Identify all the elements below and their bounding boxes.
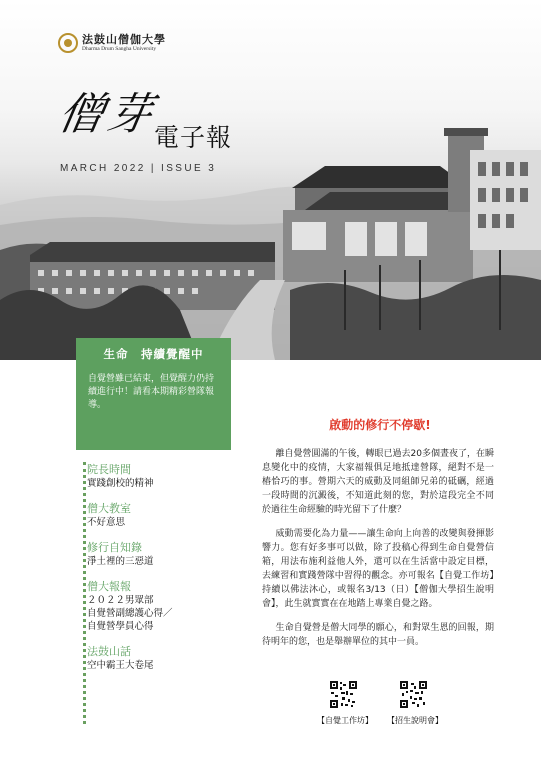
toc-heading[interactable]: 院長時間 xyxy=(87,463,131,476)
newsletter-title: 電子報 xyxy=(154,123,233,152)
toc-item[interactable] xyxy=(87,462,232,490)
table-of-contents xyxy=(87,462,232,683)
workshop-qr-code-icon[interactable] xyxy=(330,681,357,708)
toc-heading[interactable]: 僧大教室 xyxy=(87,502,131,515)
admission-qr-caption: 【招生說明會】 xyxy=(387,716,443,725)
article-paragraph: 威動需要化為力量——讓生命向上向善的改變與發揮影響力。您有好多事可以做，除了投稿心得到生命自覺營信箱，用法布施利益他人外，還可以在生活當中設定目標，去練習和實踐營隊中習得的觀念。亦可報名【自覺工作坊】持續以佛法沐心，或報名3/13（日）【僧伽大學招生說明會】，此生就實實在在地踏上專業自覺之路。 xyxy=(262,529,494,609)
header-banner xyxy=(0,0,541,360)
toc-subtitle[interactable]: 實踐創校的精神 xyxy=(87,478,154,489)
article-title: 啟動的修行不停歇! xyxy=(329,418,431,432)
toc-subtitle[interactable]: 自覺營學員心得 xyxy=(87,621,154,632)
toc-divider xyxy=(83,462,86,724)
article-paragraph: 生命自覺營是僧大同學的願心，和對眾生恩的回報，期待明年的您，也是舉辦單位的其中一員。 xyxy=(262,623,494,647)
toc-item[interactable] xyxy=(87,644,232,672)
newsletter-calligraphy-title: 僧芽 xyxy=(54,89,160,140)
logo-name-en: Dharma Drum Sangha University xyxy=(82,45,157,52)
intro-box xyxy=(76,338,231,450)
intro-body: 自覺營雖已結束，但覺醒力仍持續進行中！請看本期精彩營隊報導。 xyxy=(88,374,215,410)
toc-subtitle[interactable]: ２０２２男眾部 xyxy=(87,595,154,606)
toc-subtitle[interactable]: 自覺營副總護心得／ xyxy=(87,608,173,619)
admission-qr-code-icon[interactable] xyxy=(400,681,427,708)
university-logo xyxy=(58,33,166,53)
toc-heading[interactable]: 修行自知錄 xyxy=(87,541,142,554)
workshop-qr-caption: 【自覺工作坊】 xyxy=(317,716,373,725)
toc-subtitle[interactable]: 淨土裡的三惡道 xyxy=(87,556,154,567)
article-body xyxy=(262,447,494,659)
campus-photo xyxy=(0,0,541,360)
logo-name-cn: 法鼓山僧伽大學 xyxy=(82,32,166,46)
toc-subtitle[interactable]: 空中霸王大卷尾 xyxy=(87,660,154,671)
toc-item[interactable] xyxy=(87,579,232,633)
intro-title: 生命 持續覺醒中 xyxy=(103,347,204,361)
toc-item[interactable] xyxy=(87,501,232,529)
toc-item[interactable] xyxy=(87,540,232,568)
issue-line: MARCH 2022 | ISSUE 3 xyxy=(60,163,217,174)
toc-heading[interactable]: 法鼓山話 xyxy=(87,645,131,658)
toc-heading[interactable]: 僧大報報 xyxy=(87,580,131,593)
dharma-drum-logo-icon xyxy=(58,33,78,53)
article-paragraph: 離自覺營圓滿的午後，轉眼已過去20多個晝夜了，在瞬息變化中的疫情，大家福報俱足地抵達營隊，絕對不是一樁恰巧的事。營期六天的威動及同組師兄弟的砥礪，經過一段時間的沉澱後，不知道此刻的您，對於這段完全不同於過往生命經驗的時光留下了什麼？ xyxy=(262,449,494,515)
toc-subtitle[interactable]: 不好意思 xyxy=(87,517,126,528)
